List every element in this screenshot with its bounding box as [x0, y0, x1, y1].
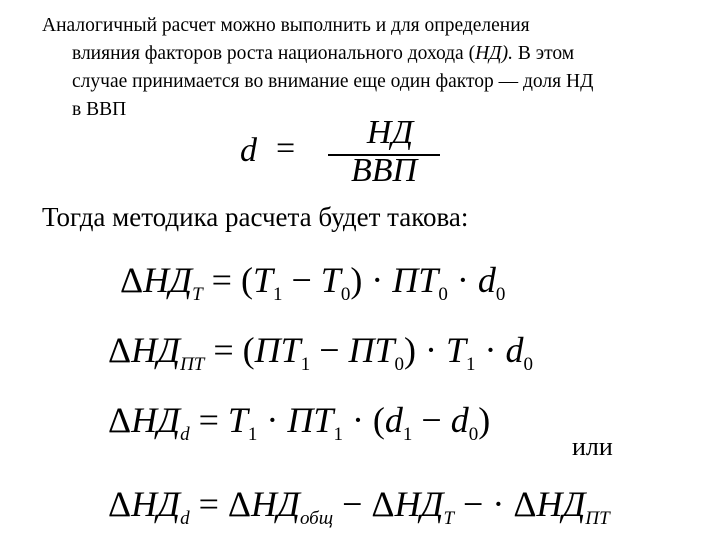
intro-line-2-nd: НД). [475, 43, 513, 64]
intro-line-3: случае принимается во внимание еще один фактор — доля НД [72, 71, 594, 92]
subscript: 1 [300, 354, 311, 375]
operator: ) · [350, 260, 393, 300]
operator: ) · [404, 330, 447, 370]
equals-sign: = [189, 400, 228, 440]
equals-sign: = ( [204, 330, 255, 370]
subscript: Т [443, 508, 455, 529]
subscript: общ [299, 508, 334, 529]
minus-sign: − [282, 260, 321, 300]
delta-symbol: Δ [108, 484, 132, 524]
subscript: 0 [438, 284, 448, 305]
subscript: 0 [468, 424, 479, 445]
subscript: ПТ [585, 508, 610, 529]
nd-symbol: НД [536, 484, 586, 524]
operator: · [475, 330, 506, 370]
subscript: 0 [495, 284, 506, 305]
intro-line-4: в ВВП [72, 99, 127, 120]
minus-sign: − · [454, 484, 514, 524]
operator: ) [478, 400, 491, 440]
delta-symbol: Δ [120, 260, 144, 300]
fraction-denominator: ВВП [350, 152, 418, 189]
minus-sign: − [412, 400, 451, 440]
operator: · ( [342, 400, 385, 440]
subscript: 0 [340, 284, 351, 305]
nd-symbol: НД [131, 484, 181, 524]
equals-sign: = [189, 484, 228, 524]
term: Т [227, 400, 248, 440]
formula-residual [108, 482, 610, 529]
share-fraction-formula [240, 114, 450, 190]
subscript: 1 [333, 424, 343, 445]
nd-symbol: НД [131, 330, 181, 370]
intro-line-1: Аналогичный расчет можно выполнить и для определения [42, 15, 530, 36]
delta-symbol: Δ [227, 484, 252, 524]
term: d [505, 330, 524, 370]
subscript: d [180, 508, 190, 529]
minus-sign: − [333, 484, 372, 524]
intro-line-2 [42, 40, 712, 68]
nd-symbol: НД [131, 400, 181, 440]
subscript: ПТ [180, 354, 205, 375]
term: d [450, 400, 469, 440]
subscript: 1 [247, 424, 258, 445]
term: d [384, 400, 403, 440]
fraction-numerator: НД [366, 114, 414, 151]
subscript: 1 [466, 354, 476, 375]
method-heading: Тогда методика расчета будет такова: [42, 202, 469, 232]
term: ПТ [392, 260, 439, 300]
nd-symbol: НД [394, 484, 444, 524]
intro-line-2-c: В этом [512, 43, 575, 64]
term: ПТ [254, 330, 301, 370]
subscript: 1 [272, 284, 283, 305]
subscript: 1 [402, 424, 413, 445]
intro-line-2-a: влияния факторов роста национального дохода ( [72, 43, 476, 64]
subscript: d [180, 424, 190, 445]
term: Т [320, 260, 341, 300]
term: d [477, 260, 496, 300]
minus-sign: − [310, 330, 349, 370]
subscript: 0 [394, 354, 405, 375]
formula-share [108, 398, 491, 445]
delta-symbol: Δ [371, 484, 395, 524]
term: Т [446, 330, 467, 370]
delta-symbol: Δ [108, 330, 132, 370]
or-label: или [572, 432, 613, 461]
formula-productivity [108, 328, 534, 375]
fraction-equals: = [276, 130, 296, 167]
operator: · [447, 260, 478, 300]
delta-symbol: Δ [513, 484, 537, 524]
nd-symbol: НД [143, 260, 193, 300]
fraction-variable: d [240, 132, 257, 169]
term: ПТ [348, 330, 395, 370]
nd-symbol: НД [251, 484, 300, 524]
formula-labor-count [120, 258, 506, 305]
term: Т [252, 260, 273, 300]
equals-sign: = ( [202, 260, 253, 300]
subscript: Т [192, 284, 203, 305]
operator: · [257, 400, 288, 440]
intro-paragraph [42, 12, 712, 124]
subscript: 0 [523, 354, 534, 375]
delta-symbol: Δ [108, 400, 132, 440]
term: ПТ [287, 400, 334, 440]
